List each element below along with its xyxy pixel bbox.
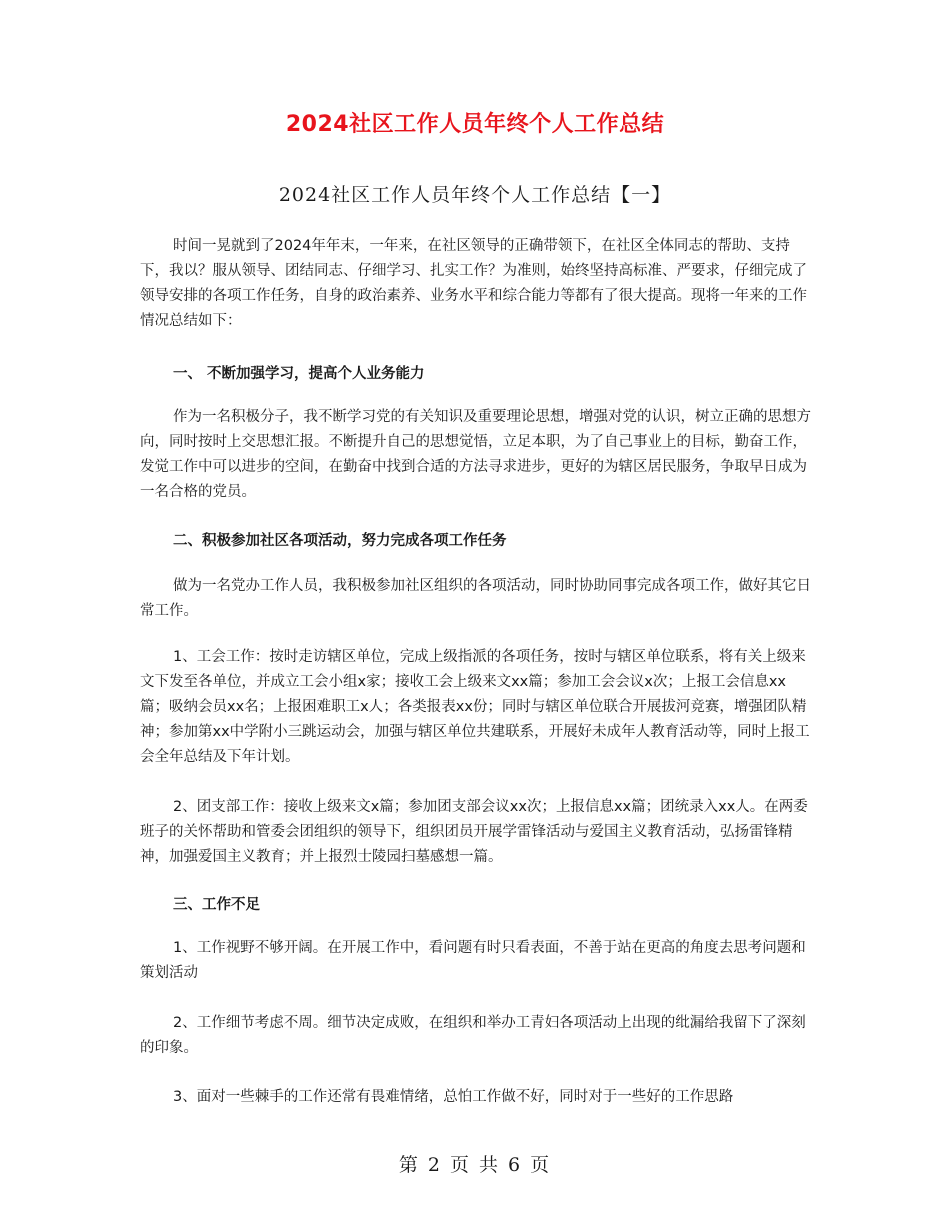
document-subtitle: 2024社区工作人员年终个人工作总结【一】 [278, 184, 672, 206]
section3-item-3: 3、面对一些棘手的工作还常有畏难情绪，总怕工作做不好，同时对于一些好的工作思路 [173, 1089, 734, 1105]
section3-item-1: 1、工作视野不够开阔。在开展工作中，看问题有时只看表面，不善于站在更高的角度去思考问题和策划活动 [140, 940, 806, 981]
section2-item-union: 1、工会工作：按时走访辖区单位，完成上级指派的各项任务，按时与辖区单位联系，将有关上级来文下发至各单位，并成立工会小组x家；接收工会上级来文xx篇；参加工会会议x次；上报工会信息xx篇；吸纳会员xx名；上报困难职工x人；各类报表xx份；同时与辖区单位联合开展拔河竞赛，增强团队精神；参加第xx中学附小三跳运动会，加强与辖区单位共建联系，开展好未成年人教育活动等，同时上报工会全年总结及下年计划。 [140, 649, 810, 765]
section1-paragraph: 作为一名积极分子，我不断学习党的有关知识及重要理论思想，增强对党的认识，树立正确的思想方向，同时按时上交思想汇报。不断提升自己的思想觉悟，立足本职，为了自己事业上的目标，勤奋工作，发觉工作中可以进步的空间，在勤奋中找到合适的方法寻求进步，更好的为辖区居民服务，争取早日成为一名合格的党员。 [140, 409, 811, 500]
section3-item-2: 2、工作细节考虑不周。细节决定成败，在组织和举办工青妇各项活动上出现的纰漏给我留下了深刻的印象。 [140, 1015, 806, 1056]
section1-heading: 一、 不断加强学习，提高个人业务能力 [173, 366, 425, 382]
section2-paragraph: 做为一名党办工作人员，我积极参加社区组织的各项活动，同时协助同事完成各项工作，做好其它日常工作。 [140, 578, 811, 619]
section3-heading: 三、工作不足 [173, 897, 260, 913]
section2-item-league: 2、团支部工作：接收上级来文x篇；参加团支部会议xx次；上报信息xx篇；团统录入xx人。在两委班子的关怀帮助和管委会团组织的领导下，组织团员开展学雷锋活动与爱国主义教育活动，弘扬雷锋精神，加强爱国主义教育；并上报烈士陵园扫墓感想一篇。 [140, 799, 808, 865]
document-title: 2024社区工作人员年终个人工作总结 [285, 112, 665, 137]
page-number-footer: 第 2 页 共 6 页 [398, 1154, 552, 1176]
intro-paragraph: 时间一晃就到了2024年年末，一年来，在社区领导的正确带领下，在社区全体同志的帮助、支持下，我以？服从领导、团结同志、仔细学习、扎实工作？为准则，始终坚持高标准、严要求，仔细完成了领导安排的各项工作任务，自身的政治素养、业务水平和综合能力等都有了很大提高。现将一年来的工作情况总结如下： [140, 238, 807, 329]
section2-heading: 二、积极参加社区各项活动，努力完成各项工作任务 [173, 533, 507, 549]
